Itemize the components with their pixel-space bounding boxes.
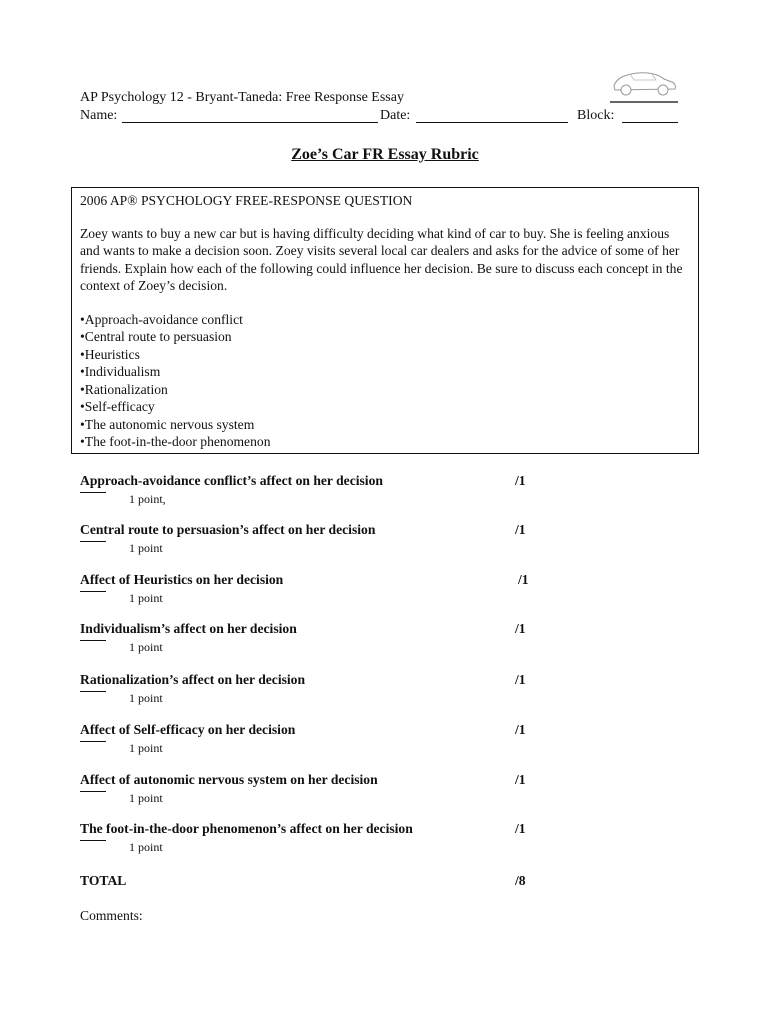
score-blank[interactable]	[80, 492, 106, 493]
criterion-label: Affect of Heuristics on her decision	[80, 572, 284, 587]
criterion-score: /1	[515, 821, 526, 836]
question-box	[71, 187, 699, 454]
criterion-label: The foot-in-the-door phenomenon’s affect on her decision	[80, 821, 413, 836]
score-blank[interactable]	[80, 691, 106, 692]
total-label: TOTAL	[80, 873, 127, 888]
concept-item: •Rationalization	[80, 381, 168, 397]
criterion-label: Affect of Self-efficacy on her decision	[80, 722, 296, 737]
criterion-label: Individualism’s affect on her decision	[80, 621, 297, 636]
points-label: 1 point	[129, 840, 163, 854]
rubric-item-heuristics	[80, 572, 550, 612]
rubric-item-foot-in-the-door	[80, 821, 550, 861]
block-field[interactable]	[622, 122, 678, 123]
points-label: 1 point	[129, 640, 163, 654]
concept-item: •Heuristics	[80, 346, 140, 362]
criterion-score: /1	[515, 473, 526, 488]
page-title: Zoe’s Car FR Essay Rubric	[291, 146, 479, 163]
concept-list	[80, 311, 689, 451]
rubric-item-approach-avoidance	[80, 473, 550, 513]
rubric-item-central-route	[80, 522, 550, 562]
name-field[interactable]	[122, 122, 378, 123]
concept-item: •The autonomic nervous system	[80, 416, 255, 432]
criterion-score: /1	[515, 672, 526, 687]
criterion-score: /1	[515, 772, 526, 787]
score-blank[interactable]	[80, 591, 106, 592]
criterion-score: /1	[515, 522, 526, 537]
score-blank[interactable]	[80, 741, 106, 742]
car-icon	[608, 60, 680, 106]
rubric-item-self-efficacy	[80, 722, 550, 762]
rubric-item-individualism	[80, 621, 550, 661]
total-score: /8	[515, 873, 526, 888]
concept-item: •Approach-avoidance conflict	[80, 311, 243, 327]
criterion-score: /1	[515, 621, 526, 636]
score-blank[interactable]	[80, 640, 106, 641]
criterion-label: Approach-avoidance conflict’s affect on her decision	[80, 473, 383, 488]
points-label: 1 point	[129, 741, 163, 755]
course-title: AP Psychology 12 - Bryant-Taneda: Free Response Essay	[80, 90, 404, 105]
block-label: Block:	[577, 108, 615, 123]
date-field[interactable]	[416, 122, 568, 123]
score-blank[interactable]	[80, 840, 106, 841]
criterion-label: Affect of autonomic nervous system on her decision	[80, 772, 378, 787]
name-label: Name:	[80, 108, 118, 123]
question-heading: 2006 AP® PSYCHOLOGY FREE-RESPONSE QUESTION	[80, 193, 413, 208]
points-label: 1 point	[129, 591, 163, 605]
criterion-score: /1	[518, 572, 529, 587]
question-text: Zoey wants to buy a new car but is having difficulty deciding what kind of car to buy. She is feeling anxious and wants to make a decision soon. Zoey visits several local car dealers and asks for the advice of some of her friends. Explain how each of the following could influence her decision. Be sure to discuss each concept in the context of Zoey’s decision.	[80, 225, 683, 293]
rubric-item-rationalization	[80, 672, 550, 712]
date-label: Date:	[380, 108, 411, 123]
student-info-line	[80, 108, 680, 126]
points-label: 1 point	[129, 791, 163, 805]
criterion-score: /1	[515, 722, 526, 737]
rubric-item-autonomic	[80, 772, 550, 812]
points-label: 1 point	[129, 691, 163, 705]
concept-item: •The foot-in-the-door phenomenon	[80, 434, 271, 449]
criterion-label: Rationalization’s affect on her decision	[80, 672, 306, 687]
criterion-label: Central route to persuasion’s affect on her decision	[80, 522, 376, 537]
concept-item: •Self-efficacy	[80, 399, 155, 414]
score-blank[interactable]	[80, 791, 106, 792]
concept-item: •Central route to persuasion	[80, 329, 232, 344]
points-label: 1 point	[129, 541, 163, 555]
concept-item: •Individualism	[80, 364, 161, 379]
points-label: 1 point,	[129, 492, 166, 506]
score-blank[interactable]	[80, 541, 106, 542]
comments-label: Comments:	[80, 908, 143, 923]
